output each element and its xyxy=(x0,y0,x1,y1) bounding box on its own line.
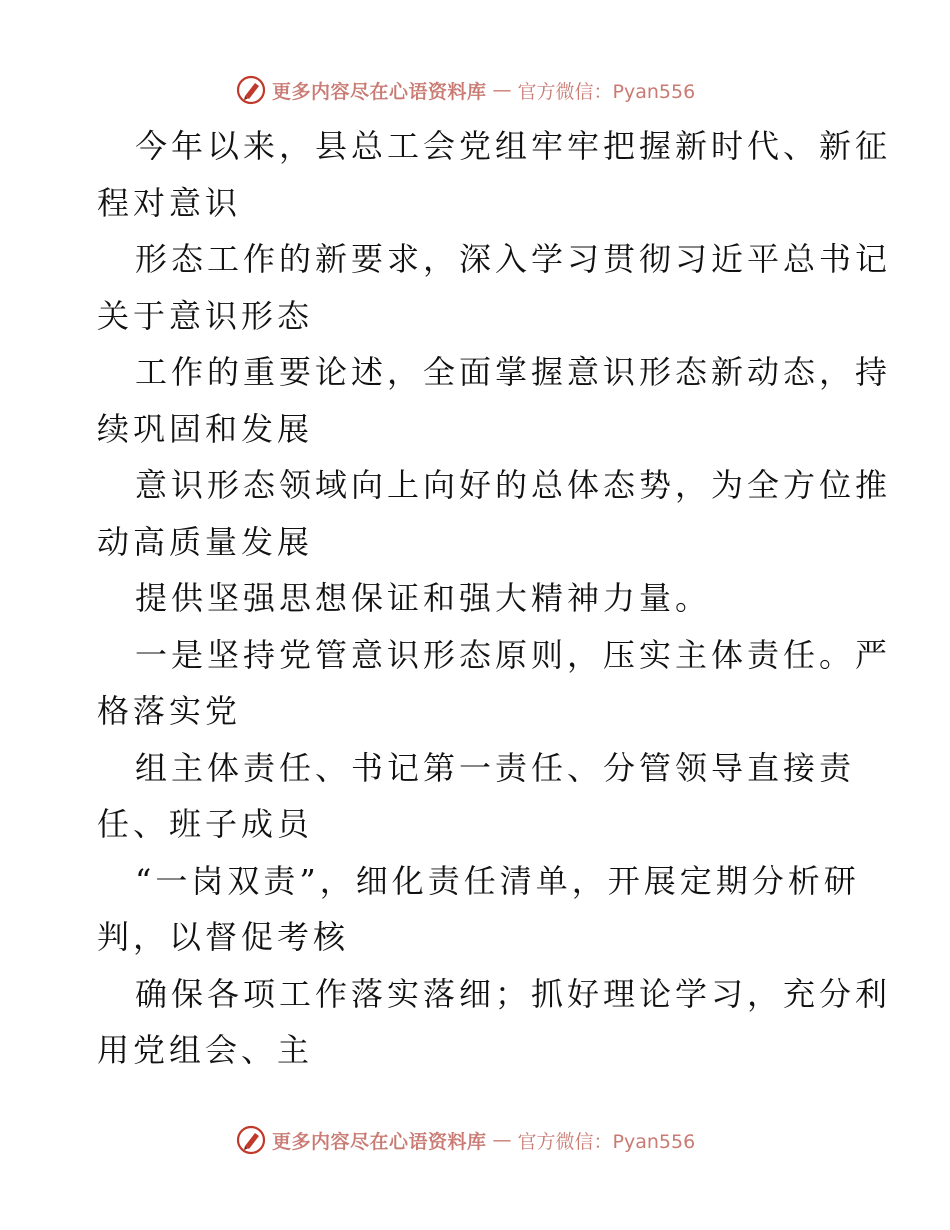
body-line: 动高质量发展 xyxy=(97,522,314,561)
pen-logo-icon xyxy=(236,75,266,105)
watermark-site-text: 更多内容尽在心语资料库 xyxy=(272,80,487,103)
document-body xyxy=(97,118,892,1079)
body-line: 意识形态领域向上向好的总体态势，为全方位推 xyxy=(135,466,892,504)
body-line: 续巩固和发展 xyxy=(97,409,314,448)
body-line: 组主体责任、书记第一责任、分管领导直接责 xyxy=(135,748,856,787)
body-line: 用党组会、主 xyxy=(97,1031,314,1069)
body-line: 格落实党 xyxy=(97,692,242,730)
watermark-site-text: 更多内容尽在心语资料库 xyxy=(272,1130,487,1153)
watermark-separator: — xyxy=(492,79,512,101)
body-line: 判，以督促考核 xyxy=(97,918,350,956)
footer-watermark xyxy=(236,1123,695,1157)
body-line: “一岗双责”，细化责任清单，开展定期分析研 xyxy=(135,861,860,900)
body-line: 任、班子成员 xyxy=(97,805,314,843)
header-watermark xyxy=(236,73,695,107)
body-line: 提供坚强思想保证和强大精神力量。 xyxy=(135,579,712,617)
watermark-separator: — xyxy=(492,1129,512,1151)
pen-logo-icon xyxy=(236,1125,266,1155)
body-line: 确保各项工作落实落细；抓好理论学习，充分利 xyxy=(135,974,892,1013)
watermark-wechat-text: 官方微信：Pyan556 xyxy=(517,80,696,103)
body-line: 今年以来，县总工会党组牢牢把握新时代、新征 xyxy=(135,127,892,165)
body-line: 程对意识 xyxy=(97,183,242,222)
body-line: 关于意识形态 xyxy=(97,296,314,335)
body-line: 一是坚持党管意识形态原则，压实主体责任。严 xyxy=(135,635,892,674)
watermark-wechat-text: 官方微信：Pyan556 xyxy=(517,1130,696,1153)
body-line: 形态工作的新要求，深入学习贯彻习近平总书记 xyxy=(135,240,892,278)
body-line: 工作的重要论述，全面掌握意识形态新动态，持 xyxy=(135,353,892,391)
